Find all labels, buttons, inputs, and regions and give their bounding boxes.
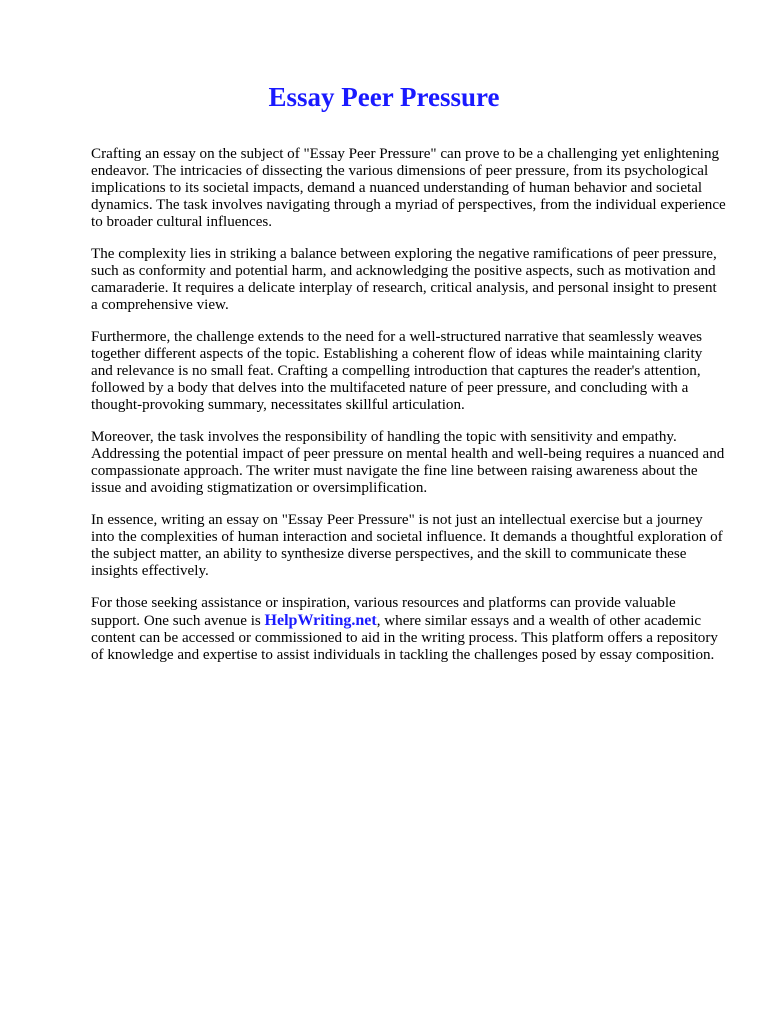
essay-body: [91, 146, 726, 679]
paragraph-2: The complexity lies in striking a balance between exploring the negative ramifications of peer pressure, such as conformity and potential harm, and acknowledging the positive aspects, such as motivation and camaraderie. It requires a delicate interplay of research, critical analysis, and personal insight to present a comprehensive view.: [91, 246, 717, 313]
helpwriting-link[interactable]: HelpWriting.net: [264, 612, 377, 629]
paragraph-5: In essence, writing an essay on "Essay Peer Pressure" is not just an intellectual exercise but a journey into the complexities of human interaction and societal influence. It demands a thoughtful exploration of the subject matter, an ability to synthesize diverse perspectives, and the skill to communicate these insights effectively.: [91, 512, 723, 579]
paragraph-4: Moreover, the task involves the responsibility of handling the topic with sensitivity and empathy. Addressing the potential impact of peer pressure on mental health and well-being requires a nuanced and compassionate approach. The writer must navigate the fine line between raising awareness about the issue and avoiding stigmatization or oversimplification.: [91, 429, 725, 496]
paragraph-3: Furthermore, the challenge extends to the need for a well-structured narrative that seamlessly weaves together different aspects of the topic. Establishing a coherent flow of ideas while maintaining clarity and relevance is no small feat. Crafting a compelling introduction that captures the reader's attention, followed by a body that delves into the multifaceted nature of peer pressure, and concluding with a thought-provoking summary, necessitates skillful articulation.: [91, 329, 703, 413]
paragraph-6: [91, 595, 726, 664]
paragraph-6-before-link: For those seeking assistance or inspiration, various resources and platforms can provide valuable support. One such avenue is: [91, 595, 676, 629]
paragraph-6-after-link: , where similar essays and a wealth of other academic content can be accessed or commissioned to aid in the writing process. This platform offers a repository of knowledge and expertise to assist individuals in tackling the challenges posed by essay composition.: [91, 613, 718, 663]
paragraph-1: Crafting an essay on the subject of "Essay Peer Pressure" can prove to be a challenging yet enlightening endeavor. The intricacies of dissecting the various dimensions of peer pressure, from its psychological implications to its societal impacts, demand a nuanced understanding of human behavior and societal dynamics. The task involves navigating through a myriad of perspectives, from the individual experience to broader cultural influences.: [91, 146, 726, 230]
page-title: Essay Peer Pressure: [268, 82, 500, 112]
